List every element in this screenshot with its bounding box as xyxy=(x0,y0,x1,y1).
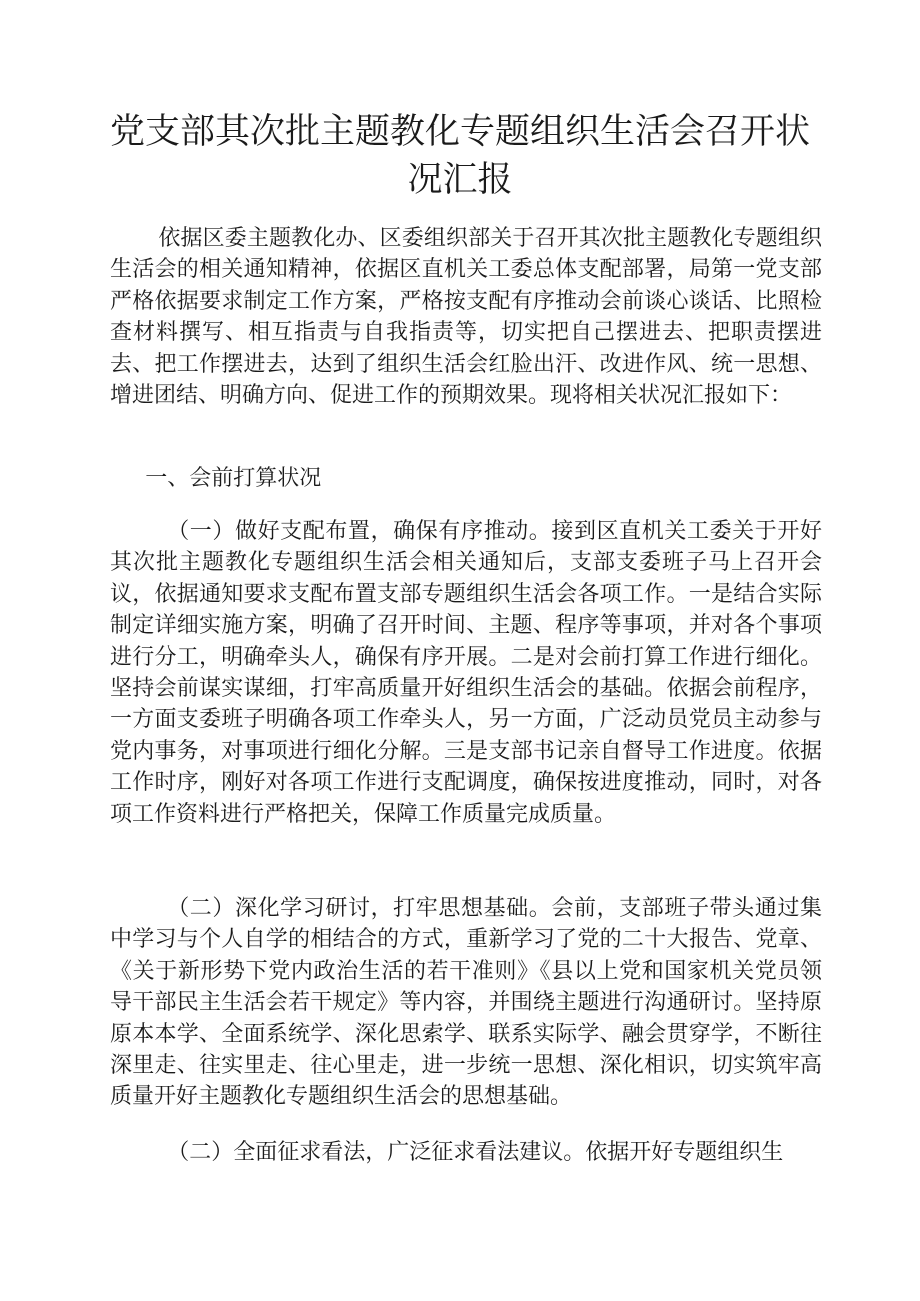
paragraph-3: （二）全面征求看法，广泛征求看法建议。依据开好专题组织生 xyxy=(167,1140,784,1165)
paragraph-1: （一）做好支配布置，确保有序推动。接到区直机关工委关于开好其次批主题教化专题组织生活会相关通知后，支部支委班子马上召开会议，依据通知要求支配布置支部专题组织生活会各项工作。一是结合实际制定详细实施方案，明确了召开时间、主题、程序等事项，并对各个事项进行分工，明确牵头人，确保有序开展。二是对会前打算工作进行细化。坚持会前谋实谋细，打牢高质量开好组织生活会的基础。依据会前程序，一方面支委班子明确各项工作牵头人，另一方面，广泛动员党员主动参与党内事务，对事项进行细化分解。三是支部书记亲自督导工作进度。依据工作时序，刚好对各项工作进行支配调度，确保按进度推动，同时，对各项工作资料进行严格把关，保障工作质量完成质量。 xyxy=(110,519,822,827)
paragraph-2: （二）深化学习研讨，打牢思想基础。会前，支部班子带头通过集中学习与个人自学的相结合的方式，重新学习了党的二十大报告、党章、《关于新形势下党内政治生活的若干准则》《县以上党和国家机关党员领导干部民主生活会若干规定》等内容，并围绕主题进行沟通研讨。坚持原原本本学、全面系统学、深化思索学、联系实际学、融会贯穿学，不断往深里走、往实里走、往心里走，进一步统一思想、深化相识，切实筑牢高质量开好主题教化专题组织生活会的思想基础。 xyxy=(110,896,822,1110)
section-heading: 一、会前打算状况 xyxy=(145,466,322,491)
document-title: 党支部其次批主题教化专题组织生活会召开状况汇报 xyxy=(109,112,810,200)
intro-paragraph: 依据区委主题教化办、区委组织部关于召开其次批主题教化专题组织生活会的相关通知精神，依据区直机关工委总体支配部署，局第一党支部严格依据要求制定工作方案，严格按支配有序推动会前谈心谈话、比照检查材料撰写、相互指责与自我指责等，切实把自己摆进去、把职责摆进去、把工作摆进去，达到了组织生活会红脸出汗、改进作风、统一思想、增进团结、明确方向、促进工作的预期效果。现将相关状况汇报如下： xyxy=(110,226,822,409)
